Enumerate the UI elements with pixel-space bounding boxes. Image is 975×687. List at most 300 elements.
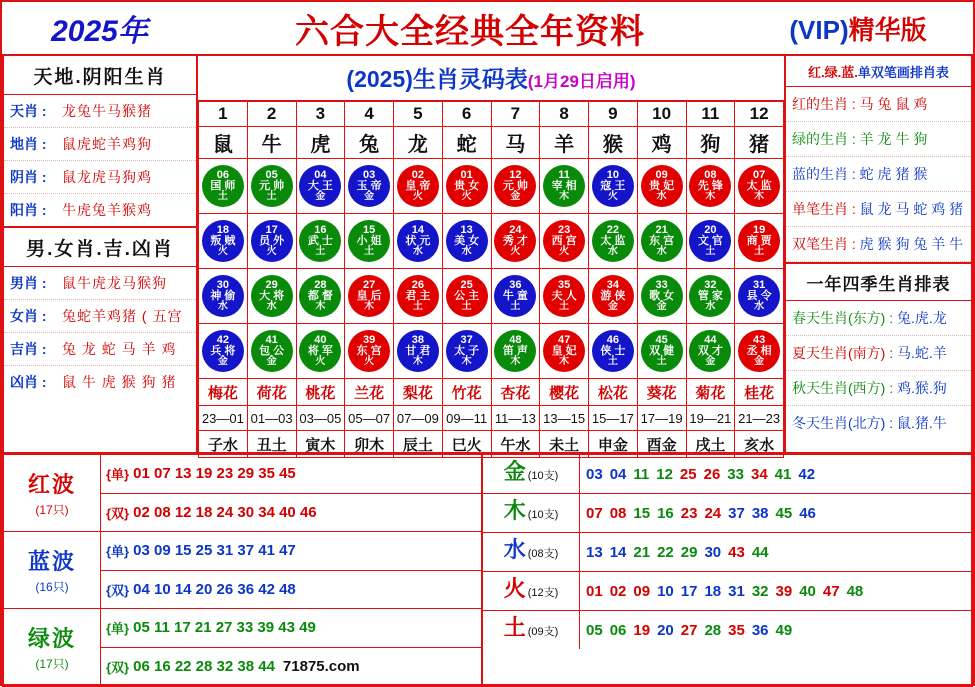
grid-cell (686, 159, 735, 214)
grid-cell: 17—19 (637, 406, 686, 431)
zodiac-ball[interactable]: 08 先 锋 木 (689, 165, 731, 207)
element-number: 19 (633, 621, 651, 639)
watermark: 71875.com (282, 657, 360, 675)
zodiac-ball[interactable]: 03 玉 帝 金 (348, 165, 390, 207)
wave-label (4, 532, 101, 608)
element-name: 土 (503, 615, 526, 640)
element-row (483, 455, 971, 494)
list-item (4, 366, 196, 398)
element-number: 09 (633, 582, 651, 600)
element-row (483, 572, 971, 611)
element-number: 26 (703, 465, 721, 483)
left-panel (2, 54, 197, 454)
zodiac-ball[interactable]: 37 太 子 木 (446, 330, 488, 372)
grid-cell: 猴 (589, 127, 638, 159)
grid-cell (686, 324, 735, 379)
grid-cell: 兔 (345, 127, 394, 159)
zodiac-ball[interactable]: 41 包 公 金 (251, 330, 293, 372)
grid-cell: 9 (589, 102, 638, 127)
row-key: 蓝的生肖 : (792, 166, 856, 182)
element-numbers (580, 455, 971, 493)
grid-cell: 13—15 (540, 406, 589, 431)
grid-cell: 午水 (491, 431, 540, 458)
wave-number-line (101, 609, 481, 648)
nanvxiao-heading: 男.女肖.吉.凶肖 (4, 228, 196, 267)
grid-cell (394, 269, 443, 324)
list-item (4, 128, 196, 161)
element-number: 34 (750, 465, 768, 483)
zodiac-ball[interactable]: 45 双 健 土 (641, 330, 683, 372)
grid-cell (247, 159, 296, 214)
grid-cell (296, 214, 345, 269)
grid-cell: 寅木 (296, 431, 345, 458)
list-item (786, 227, 971, 262)
grid-cell: 07—09 (394, 406, 443, 431)
row-value: 鸡.猴.狗 (897, 380, 947, 396)
grid-cell: 樱花 (540, 379, 589, 406)
grid-cell: 23—01 (199, 406, 248, 431)
wave-number-line (101, 455, 481, 494)
grid-cell (589, 214, 638, 269)
list-item (786, 371, 971, 406)
grid-cell (296, 324, 345, 379)
element-number: 29 (680, 543, 698, 561)
zodiac-ball[interactable]: 43 丞 相 金 (738, 330, 780, 372)
grid-cell: 12 (735, 102, 784, 127)
zodiac-ball[interactable]: 05 元 帅 土 (251, 165, 293, 207)
grid-cell: 狗 (686, 127, 735, 159)
element-name: 水 (503, 537, 526, 562)
grid-cell: 鸡 (637, 127, 686, 159)
grid-cell (637, 269, 686, 324)
odd-even-tag: {双} (106, 505, 130, 521)
grid-cell: 03—05 (296, 406, 345, 431)
row-value: 鼠牛虎龙马猴狗 (62, 275, 167, 291)
element-label (483, 611, 580, 649)
grid-cell: 7 (491, 102, 540, 127)
element-number: 44 (751, 543, 769, 561)
grid-cell: 梅花 (199, 379, 248, 406)
grid-cell (247, 324, 296, 379)
zodiac-ball[interactable]: 47 皇 妃 木 (543, 330, 585, 372)
element-number: 49 (775, 621, 793, 639)
vip-suffix: 精华版 (848, 14, 927, 45)
grid-cell: 荷花 (247, 379, 296, 406)
row-key: 秋天生肖(西方) : (792, 380, 894, 396)
zodiac-ball[interactable]: 14 状 元 水 (397, 220, 439, 262)
element-number: 06 (609, 621, 627, 639)
grid-cell (345, 159, 394, 214)
grid-cell (540, 269, 589, 324)
grid-cell (589, 324, 638, 379)
grid-cell: 戌土 (686, 431, 735, 458)
row-key: 红的生肖 : (792, 96, 856, 112)
vip-prefix: (VIP) (789, 14, 849, 45)
grid-cell (442, 324, 491, 379)
grid-cell: 鼠 (199, 127, 248, 159)
heading-part-strokes: 单双笔画排肖表 (857, 65, 949, 80)
zodiac-ball[interactable]: 32 管 家 水 (689, 275, 731, 317)
grid-cell: 马 (491, 127, 540, 159)
odd-even-tag: {双} (106, 582, 130, 598)
zodiac-ball[interactable]: 21 东 宫 水 (641, 220, 683, 262)
grid-cell: 葵花 (637, 379, 686, 406)
grid-cell (735, 269, 784, 324)
zodiac-ball[interactable]: 36 牛 童 土 (494, 275, 536, 317)
grid-cell (491, 214, 540, 269)
element-number: 32 (751, 582, 769, 600)
grid-cell: 羊 (540, 127, 589, 159)
page-title: 六合大全经典全年资料 (295, 12, 645, 51)
element-number: 24 (704, 504, 722, 522)
ball-row-3 (199, 269, 784, 324)
row-value: 鼠龙虎马狗鸡 (62, 169, 152, 185)
row-key: 冬天生肖(北方) : (792, 415, 894, 431)
grid-cell: 兰花 (345, 379, 394, 406)
grid-cell (247, 269, 296, 324)
wave-number-line (101, 532, 481, 571)
wave-name: 绿波 (27, 626, 76, 651)
zodiac-ball[interactable]: 10 寇 王 火 (592, 165, 634, 207)
grid-cell: 巳火 (442, 431, 491, 458)
odd-even-tag: {单} (106, 544, 130, 560)
zodiac-ball[interactable]: 20 文 官 土 (689, 220, 731, 262)
zodiac-ball[interactable]: 31 县 令 水 (738, 275, 780, 317)
element-number: 36 (751, 621, 769, 639)
wave-numbers: 05 11 17 21 27 33 39 43 49 (133, 619, 316, 637)
zodiac-ball[interactable]: 06 国 师 土 (202, 165, 244, 207)
tiandi-block (4, 56, 196, 226)
grid-cell (345, 214, 394, 269)
element-number: 08 (609, 504, 627, 522)
grid-cell: 牛 (247, 127, 296, 159)
grid-cell (540, 214, 589, 269)
wave-numbers: 06 16 22 28 32 38 44 (133, 657, 275, 675)
grid-cell: 11 (686, 102, 735, 127)
wave-row (4, 532, 481, 609)
grid-cell (686, 214, 735, 269)
grid-cell (199, 159, 248, 214)
grid-cell (637, 214, 686, 269)
element-number: 33 (727, 465, 744, 483)
row-value: 虎 猴 狗 兔 羊 牛 (859, 236, 964, 252)
element-count: (12支) (527, 587, 559, 599)
zodiac-ball[interactable]: 22 太 监 水 (592, 220, 634, 262)
range-row (199, 406, 784, 431)
row-key: 男肖 : (10, 275, 47, 291)
row-value: 马 兔 鼠 鸡 (859, 96, 928, 112)
row-value: 兔 龙 蛇 马 羊 鸡 (62, 341, 177, 357)
grid-cell (296, 269, 345, 324)
element-number: 20 (657, 621, 674, 639)
grid-cell (394, 159, 443, 214)
grid-cell (540, 324, 589, 379)
row-key: 阳肖 : (10, 202, 47, 218)
row-value: 马.蛇.羊 (897, 345, 947, 361)
list-item (786, 157, 971, 192)
element-number: 23 (680, 504, 698, 522)
element-name: 木 (503, 498, 526, 523)
zodiac-ball[interactable]: 19 商 贾 土 (738, 220, 780, 262)
element-number: 13 (586, 543, 603, 561)
row-value: 鼠.猪.牛 (897, 415, 947, 431)
element-number: 28 (704, 621, 722, 639)
zodiac-ball[interactable]: 48 笛 声 木 (494, 330, 536, 372)
element-number: 35 (728, 621, 745, 639)
grid-cell (296, 159, 345, 214)
wave-count: (17只) (35, 503, 69, 517)
zodiac-name-row (199, 127, 784, 159)
list-item (4, 95, 196, 128)
grid-cell: 01—03 (247, 406, 296, 431)
element-number: 21 (633, 543, 651, 561)
element-number: 14 (609, 543, 627, 561)
list-item (4, 194, 196, 226)
page-header (2, 2, 973, 54)
zodiac-ball[interactable]: 18 叛 贼 火 (202, 220, 244, 262)
flower-row (199, 379, 784, 406)
zodiac-ball[interactable]: 29 大 将 水 (251, 275, 293, 317)
header-year: 2025年 (51, 15, 148, 48)
row-key: 凶肖 : (10, 374, 47, 390)
grid-cell (735, 324, 784, 379)
vip-badge (743, 10, 973, 47)
wave-numbers: 01 07 13 19 23 29 35 45 (133, 465, 296, 483)
zodiac-ball[interactable]: 42 兵 将 金 (202, 330, 244, 372)
element-numbers (580, 572, 971, 610)
zodiac-ball[interactable]: 17 员 外 火 (251, 220, 293, 262)
grid-cell: 松花 (589, 379, 638, 406)
list-item (4, 300, 196, 333)
grid-cell: 09—11 (442, 406, 491, 431)
element-number: 45 (775, 504, 793, 522)
wave-number-line (101, 494, 481, 532)
element-numbers (580, 494, 971, 532)
element-count: (10支) (527, 470, 559, 482)
element-label (483, 572, 580, 610)
zodiac-ball[interactable]: 04 大 王 金 (299, 165, 341, 207)
zodiac-ball[interactable]: 11 宰 相 木 (543, 165, 585, 207)
grid-cell (589, 159, 638, 214)
grid-cell (247, 214, 296, 269)
zodiac-ball[interactable]: 28 都 督 木 (299, 275, 341, 317)
element-number: 04 (609, 465, 627, 483)
zodiac-ball[interactable]: 30 神 偷 水 (202, 275, 244, 317)
row-value: 鼠 牛 虎 猴 狗 猪 (62, 374, 177, 390)
grid-cell (199, 214, 248, 269)
grid-cell: 亥水 (735, 431, 784, 458)
grid-cell: 未土 (540, 431, 589, 458)
grid-cell: 桃花 (296, 379, 345, 406)
zodiac-ball[interactable]: 01 贵 女 火 (446, 165, 488, 207)
element-number: 48 (846, 582, 864, 600)
element-name: 金 (503, 459, 526, 484)
zodiac-ball[interactable]: 24 秀 才 火 (494, 220, 536, 262)
grid-cell (199, 324, 248, 379)
zodiac-ball[interactable]: 44 双 才 金 (689, 330, 731, 372)
odd-even-tag: {双} (106, 659, 130, 675)
row-value: 鼠 龙 马 蛇 鸡 猪 (859, 201, 964, 217)
element-name: 火 (503, 576, 526, 601)
row-value: 兔.虎.龙 (897, 310, 947, 326)
wave-name: 蓝波 (27, 549, 76, 574)
grid-cell (735, 159, 784, 214)
zodiac-ball[interactable]: 23 西 宫 火 (543, 220, 585, 262)
grid-cell: 申金 (589, 431, 638, 458)
grid-cell (589, 269, 638, 324)
grid-cell (442, 159, 491, 214)
grid-cell: 11—13 (491, 406, 540, 431)
wave-count: (16只) (35, 580, 69, 594)
grid-cell (345, 324, 394, 379)
grid-cell (540, 159, 589, 214)
element-number: 18 (704, 582, 722, 600)
element-label (483, 533, 580, 571)
odd-even-tag: {单} (106, 621, 130, 637)
element-numbers (580, 611, 971, 649)
grid-cell (637, 324, 686, 379)
row-key: 双笔生肖 : (792, 236, 856, 252)
list-item (786, 406, 971, 440)
heading-part-colors: 红.绿.蓝. (808, 65, 858, 80)
zodiac-ball[interactable]: 38 甘 君 木 (397, 330, 439, 372)
season-heading: 一年四季生肖排表 (786, 262, 971, 301)
element-count: (09支) (527, 626, 559, 638)
zodiac-ball[interactable]: 33 歌 女 金 (641, 275, 683, 317)
zodiac-ball[interactable]: 46 侠 士 土 (592, 330, 634, 372)
grid-cell: 15—17 (589, 406, 638, 431)
zodiac-ball[interactable]: 12 元 帅 金 (494, 165, 536, 207)
element-row (483, 533, 971, 572)
grid-cell: 蛇 (442, 127, 491, 159)
wave-name: 红波 (27, 472, 76, 497)
element-number: 47 (822, 582, 840, 600)
grid-cell: 虎 (296, 127, 345, 159)
element-label (483, 494, 580, 532)
grid-cell: 卯木 (345, 431, 394, 458)
element-number: 02 (609, 582, 627, 600)
zodiac-ball[interactable]: 15 小 姐 土 (348, 220, 390, 262)
zodiac-ball[interactable]: 09 贵 妃 水 (641, 165, 683, 207)
zodiac-ball[interactable]: 27 皇 后 木 (348, 275, 390, 317)
element-number: 17 (680, 582, 698, 600)
row-value: 龙兔牛马猴猪 (62, 103, 152, 119)
element-number: 43 (728, 543, 745, 561)
grid-cell (442, 214, 491, 269)
row-value: 牛虎兔羊猴鸡 (62, 202, 152, 218)
element-number: 42 (798, 465, 816, 483)
grid-cell (491, 269, 540, 324)
grid-cell: 梨花 (394, 379, 443, 406)
grid-cell (735, 214, 784, 269)
row-key: 绿的生肖 : (792, 131, 856, 147)
zodiac-title-main: (2025)生肖灵码表 (346, 66, 528, 92)
element-number: 40 (799, 582, 816, 600)
row-key: 阴肖 : (10, 169, 47, 185)
row-key: 女肖 : (10, 308, 47, 324)
wave-label (4, 609, 101, 685)
zodiac-ball[interactable]: 26 君 主 土 (397, 275, 439, 317)
wave-numbers: 04 10 14 20 26 36 42 48 (133, 580, 296, 598)
zodiac-ball[interactable]: 40 将 军 火 (299, 330, 341, 372)
element-table (482, 454, 973, 687)
element-number: 30 (704, 543, 722, 561)
list-item (786, 122, 971, 157)
bottom-section (2, 454, 973, 687)
grid-cell (491, 159, 540, 214)
zodiac-ball[interactable]: 35 夫 人 土 (543, 275, 585, 317)
ball-row-2 (199, 214, 784, 269)
zodiac-ball[interactable]: 25 公 主 土 (446, 275, 488, 317)
grid-cell: 8 (540, 102, 589, 127)
odd-even-tag: {单} (106, 467, 130, 483)
row-value: 兔蛇羊鸡猪 ( 五宫 (62, 308, 183, 324)
wave-row (4, 609, 481, 685)
element-number: 16 (657, 504, 674, 522)
list-item (786, 301, 971, 336)
grid-cell (345, 269, 394, 324)
zodiac-ball[interactable]: 16 武 士 土 (299, 220, 341, 262)
element-number: 12 (656, 465, 673, 483)
list-item (4, 267, 196, 300)
grid-cell: 3 (296, 102, 345, 127)
row-key: 吉肖 : (10, 341, 47, 357)
zodiac-ball[interactable]: 39 东 宫 火 (348, 330, 390, 372)
zodiac-ball[interactable]: 34 游 侠 金 (592, 275, 634, 317)
row-value: 鼠虎蛇羊鸡狗 (62, 136, 152, 152)
grid-cell: 丑土 (247, 431, 296, 458)
tiandi-heading: 天地.阴阳生肖 (4, 56, 196, 95)
zodiac-title-sub: (1月29日启用) (527, 72, 636, 91)
wave-number-line (101, 648, 481, 686)
zodiac-ball[interactable]: 07 太 监 木 (738, 165, 780, 207)
grid-cell (491, 324, 540, 379)
grid-cell: 6 (442, 102, 491, 127)
main-section (2, 54, 973, 454)
element-number: 31 (728, 582, 745, 600)
element-row (483, 611, 971, 649)
grid-cell: 10 (637, 102, 686, 127)
grid-cell: 酉金 (637, 431, 686, 458)
element-number: 10 (657, 582, 674, 600)
element-number: 37 (728, 504, 745, 522)
grid-cell: 辰土 (394, 431, 443, 458)
zodiac-grid (198, 101, 784, 458)
zodiac-ball[interactable]: 13 美 女 水 (446, 220, 488, 262)
wave-numbers: 02 08 12 18 24 30 34 40 46 (133, 503, 317, 521)
zodiac-ball[interactable]: 02 皇 帝 火 (397, 165, 439, 207)
grid-cell: 猪 (735, 127, 784, 159)
grid-cell (394, 214, 443, 269)
grid-cell: 19—21 (686, 406, 735, 431)
nanvxiao-block (4, 226, 196, 398)
grid-cell: 21—23 (735, 406, 784, 431)
zodiac-table-title (198, 56, 784, 101)
grid-cell: 竹花 (442, 379, 491, 406)
element-count: (08支) (527, 548, 559, 560)
wave-table (2, 454, 482, 687)
element-number: 11 (633, 465, 650, 483)
element-number: 41 (774, 465, 792, 483)
ball-row-4 (199, 324, 784, 379)
column-number-row (199, 102, 784, 127)
row-key: 夏天生肖(南方) : (792, 345, 894, 361)
row-key: 天肖 : (10, 103, 47, 119)
grid-cell (686, 269, 735, 324)
grid-cell (442, 269, 491, 324)
grid-cell: 4 (345, 102, 394, 127)
element-number: 25 (679, 465, 697, 483)
